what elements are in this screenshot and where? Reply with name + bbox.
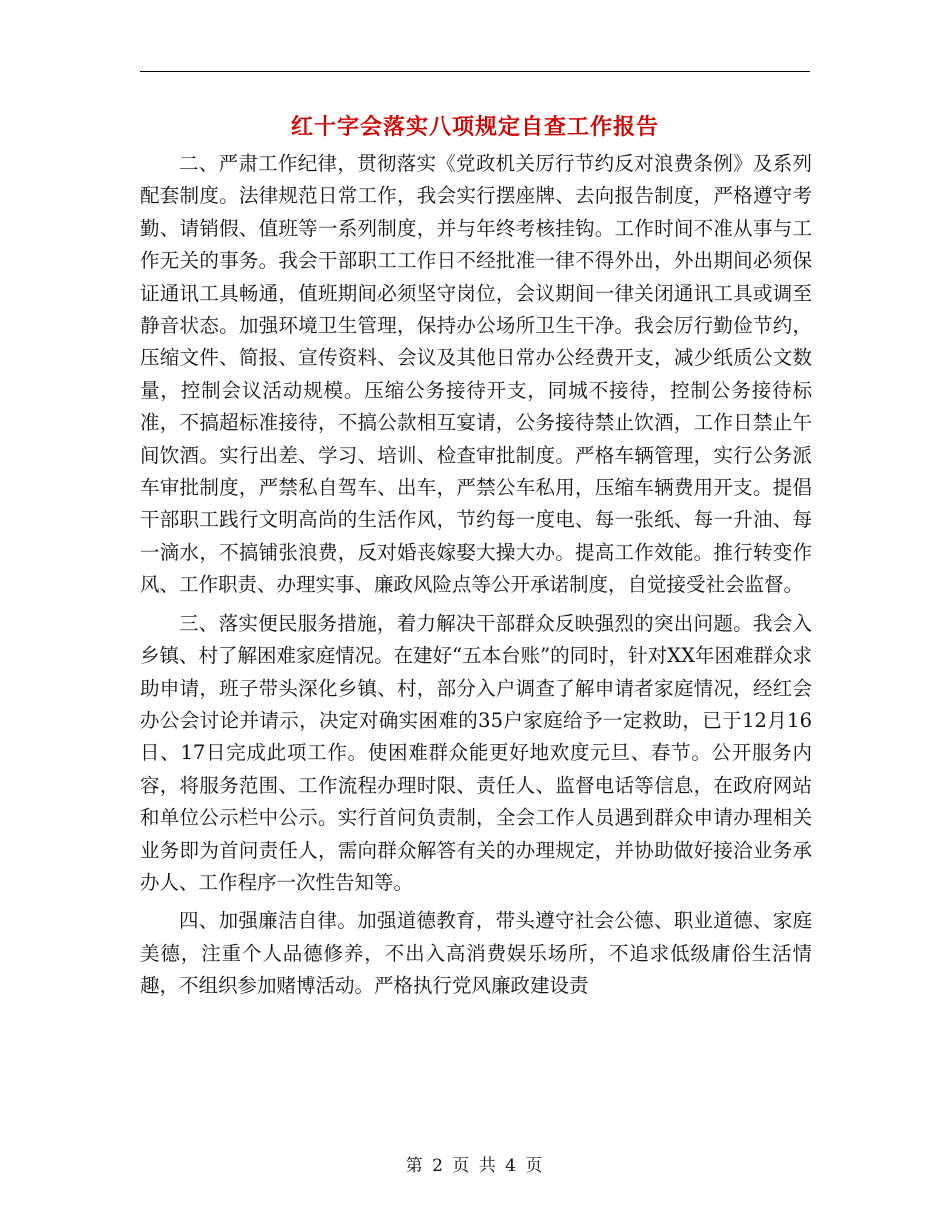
paragraph-self-discipline: 四、加强廉洁自律。加强道德教育，带头遵守社会公德、职业道德、家庭美德，注重个人品德修养，不出入高消费娱乐场所，不追求低级庸俗生活情趣，不组织参加赌博活动。严格执行党风廉政建设责	[140, 909, 812, 998]
paragraph-public-service: 三、落实便民服务措施，着力解决干部群众反映强烈的突出问题。我会入乡镇、村了解困难家庭情况。在建好“五本台账”的同时，针对XX年困难群众求助申请，班子带头深化乡镇、村，部分入户调查了解申请者家庭情况，经红会办公会讨论并请示，决定对确实困难的35户家庭给予一定救助，已于12月16日、17日完成此项工作。使困难群众能更好地欢度元旦、春节。公开服务内容，将服务范围、工作流程办理时限、责任人、监督电话等信息，在政府网站和单位公示栏中公示。实行首问负责制，全会工作人员遇到群众申请办理相关业务即为首问责任人，需向群众解答有关的办理规定，并协助做好接洽业务承办人、工作程序一次性告知等。	[140, 611, 812, 894]
paragraph-work-discipline: 二、严肃工作纪律，贯彻落实《党政机关厉行节约反对浪费条例》及系列配套制度。法律规范日常工作，我会实行摆座牌、去向报告制度，严格遵守考勤、请销假、值班等一系列制度，并与年终考核挂钩。工作时间不准从事与工作无关的事务。我会干部职工工作日不经批准一律不得外出，外出期间必须保证通讯工具畅通，值班期间必须坚守岗位，会议期间一律关闭通讯工具或调至静音状态。加强环境卫生管理，保持办公场所卫生干净。我会厉行勤俭节约，压缩文件、简报、宣传资料、会议及其他日常办公经费开支，减少纸质公文数量，控制会议活动规模。压缩公务接待开支，同城不接待，控制公务接待标准，不搞超标准接待，不搞公款相互宴请，公务接待禁止饮酒，工作日禁止午间饮酒。实行出差、学习、培训、检查审批制度。严格车辆管理，实行公务派车审批制度，严禁私自驾车、出车，严禁公车私用，压缩车辆费用开支。提倡干部职工践行文明高尚的生活作风，节约每一度电、每一张纸、每一升油、每一滴水，不搞铺张浪费，反对婚丧嫁娶大操大办。提高工作效能。推行转变作风、工作职责、办理实事、廉政风险点等公开承诺制度，自觉接受社会监督。	[140, 152, 812, 597]
document-body	[140, 148, 812, 1009]
header-rule	[140, 71, 810, 72]
document-title: 红十字会落实八项规定自查工作报告	[290, 114, 659, 140]
page-number-footer: 第 2 页 共 4 页	[405, 1156, 545, 1176]
